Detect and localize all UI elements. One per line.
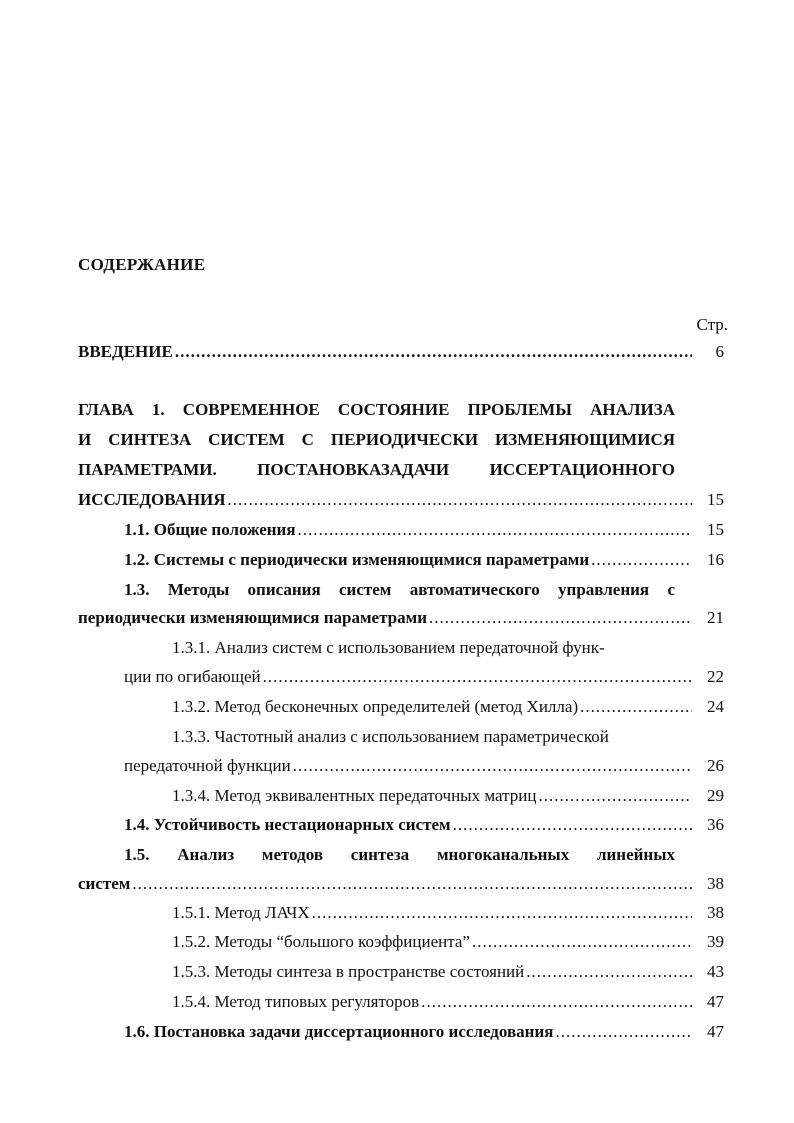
- toc-entry-1-1: [124, 518, 724, 542]
- page-title: СОДЕРЖАНИЕ: [78, 255, 206, 274]
- toc-page-number: 24: [707, 697, 724, 716]
- toc-entry-1-3-3-line1: 1.3.3. Частотный анализ с использованием параметрической: [172, 727, 609, 746]
- leader-dots: [263, 665, 692, 689]
- leader-dots: [429, 606, 692, 630]
- toc-page-number: 21: [707, 608, 724, 627]
- leader-dots: [175, 340, 692, 364]
- toc-entry-1-5-3: [172, 960, 724, 984]
- toc-label: 1.1. Общие положения: [124, 520, 296, 539]
- toc-page-number: 38: [707, 874, 724, 893]
- toc-label-line: ПАРАМЕТРАМИ. ПОСТАНОВКАЗАДАЧИ ИССЕРТАЦИОННОГО: [78, 460, 675, 479]
- toc-label: 1.6. Постановка задачи диссертационного исследования: [124, 1022, 554, 1041]
- toc-page-number: 38: [707, 903, 724, 922]
- leader-dots: [580, 695, 692, 719]
- toc-entry-1-6: [124, 1020, 724, 1044]
- toc-label: систем: [78, 874, 131, 893]
- toc-entry-1-3-2: [172, 695, 724, 719]
- toc-page-number: 15: [707, 520, 724, 539]
- leader-dots: [132, 872, 692, 896]
- leader-dots: [228, 488, 692, 512]
- toc-page-number: 43: [707, 962, 724, 981]
- leader-dots: [591, 548, 692, 572]
- toc-label: 1.4. Устойчивость нестационарных систем: [124, 815, 451, 834]
- toc-page-number: 6: [715, 342, 724, 361]
- toc-label: 1.5.1. Метод ЛАЧХ: [172, 903, 310, 922]
- toc-label: 1.3.2. Метод бесконечных определителей (метод Хилла): [172, 697, 579, 716]
- leader-dots: [293, 754, 692, 778]
- toc-entry-1-5: [78, 872, 724, 896]
- toc-label-line: 1.5. Анализ методов синтеза многоканальных линейных: [124, 845, 675, 864]
- toc-label-line: ГЛАВА 1. СОВРЕМЕННОЕ СОСТОЯНИЕ ПРОБЛЕМЫ АНАЛИЗА: [78, 400, 675, 419]
- toc-entry-1-5-2: [172, 930, 724, 954]
- leader-dots: [555, 1020, 692, 1044]
- leader-dots: [453, 813, 692, 837]
- toc-page-number: 16: [707, 550, 724, 569]
- toc-label: 1.2. Системы с периодически изменяющимися параметрами: [124, 550, 590, 569]
- leader-dots: [312, 901, 692, 925]
- toc-label: ИССЛЕДОВАНИЯ: [78, 490, 226, 509]
- toc-entry-1-2: [124, 548, 724, 572]
- toc-page-number: 39: [707, 932, 724, 951]
- toc-entry-1-3: [78, 606, 724, 630]
- toc-entry-intro: [78, 340, 724, 364]
- toc-entry-1-3-heading: [124, 578, 675, 602]
- toc-entry-1-5-heading: [124, 843, 675, 867]
- toc-label: ВВЕДЕНИЕ: [78, 342, 173, 361]
- toc-page-number: 29: [707, 786, 724, 805]
- toc-label: 1.5.4. Метод типовых регуляторов: [172, 992, 420, 1011]
- toc-label-line: И СИНТЕЗА СИСТЕМ С ПЕРИОДИЧЕСКИ ИЗМЕНЯЮЩИМИСЯ: [78, 430, 675, 449]
- toc-label: 1.5.2. Методы “большого коэффициента”: [172, 932, 470, 951]
- toc-label: 1.3.4. Метод эквивалентных передаточных матриц: [172, 786, 537, 805]
- toc-entry-1-5-4: [172, 990, 724, 1014]
- leader-dots: [421, 990, 692, 1014]
- toc-label: передаточной функции: [124, 756, 291, 775]
- toc-entry-1-3-1-line1: 1.3.1. Анализ систем с использованием передаточной функ-: [172, 638, 605, 657]
- toc-entry-chapter1-heading: [78, 398, 675, 482]
- toc-entry-1-3-3: [124, 754, 724, 778]
- toc-label: периодически изменяющимися параметрами: [78, 608, 427, 627]
- toc-page-number: 47: [707, 992, 724, 1011]
- toc-entry-1-3-1: [124, 665, 724, 689]
- toc-label: 1.5.3. Методы синтеза в пространстве состояний: [172, 962, 525, 981]
- toc-entry-1-3-4: [172, 784, 724, 808]
- leader-dots: [298, 518, 692, 542]
- toc-entry-1-4: [124, 813, 724, 837]
- toc-page-number: 36: [707, 815, 724, 834]
- toc-entry-chapter1: [78, 488, 724, 512]
- leader-dots: [538, 784, 692, 808]
- leader-dots: [472, 930, 692, 954]
- toc-label-line: 1.3. Методы описания систем автоматического управления с: [124, 580, 675, 599]
- toc-page-number: 15: [707, 490, 724, 509]
- toc-page-number: 22: [707, 667, 724, 686]
- toc-label: ции по огибающей: [124, 667, 261, 686]
- page-column-label: Стр.: [696, 315, 728, 334]
- leader-dots: [526, 960, 692, 984]
- toc-page-number: 26: [707, 756, 724, 775]
- toc-page-number: 47: [707, 1022, 724, 1041]
- toc-entry-1-5-1: [172, 901, 724, 925]
